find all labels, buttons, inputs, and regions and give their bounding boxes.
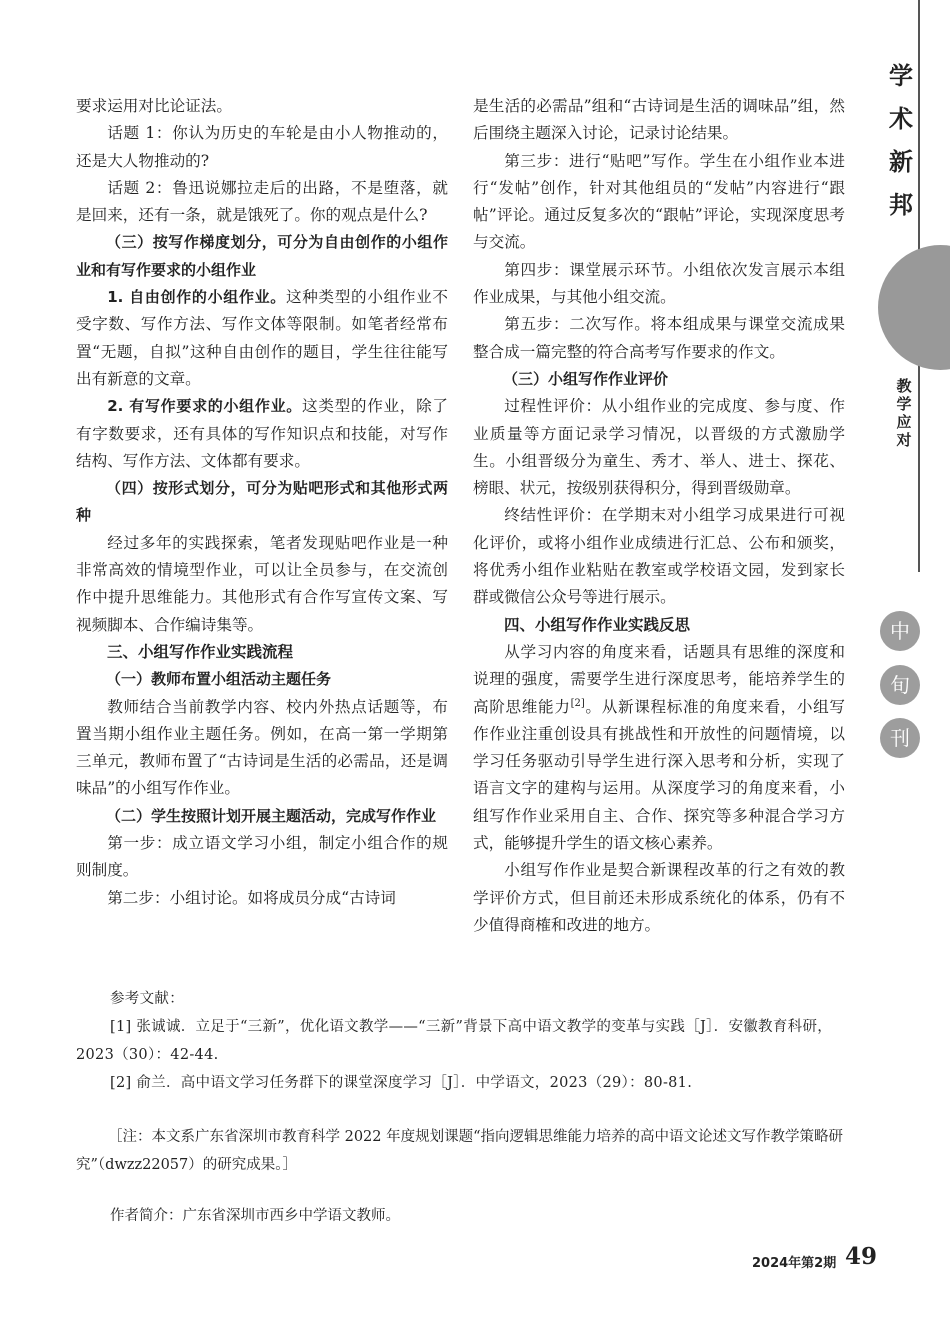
paragraph	[473, 639, 845, 857]
journal-badge: 中	[880, 611, 920, 651]
paragraph-body: 。从新课程标准的角度来看，小组写作作业注重创设具有挑战性和开放性的问题情境，以学习任务驱动引导学生进行深入思考和分析，实现了语言文字的建构与运用。从深度学习的角度来看，小组写作作业采用自主、合作、探究等多种混合学习方式，能够提升学生的语文核心素养。	[473, 697, 845, 853]
paragraph: 要求运用对比论证法。	[76, 97, 232, 115]
paragraph: 话题 1：你认为历史的车轮是由小人物推动的，还是大人物推动的?	[76, 124, 448, 170]
reference-item: [1] 张诚诚．立足于“三新”，优化语文教学——“三新”背景下高中语文教学的变革与实践［J］．安徽教育科研，2023（30）：42-44.	[76, 1019, 833, 1063]
references	[76, 985, 846, 1097]
paragraph-lead: 1. 自由创作的小组作业。	[107, 288, 286, 307]
paragraph: 小组写作作业是契合新课程改革的行之有效的教学评价方式，但目前还未形成系统化的体系，仍有不少值得商榷和改进的地方。	[473, 861, 845, 934]
paragraph	[76, 284, 448, 393]
right-column	[473, 93, 845, 939]
paragraph: 教师结合当前教学内容、校内外热点话题等，布置当期小组作业主题任务。例如，在高一第一学期第三单元，教师布置了“古诗词是生活的必需品，还是调味品”的小组写作作业。	[76, 697, 448, 798]
section-heading: （四）按形式划分，可分为贴吧形式和其他形式两种	[76, 479, 448, 525]
paragraph: 是生活的必需品”组和“古诗词是生活的调味品”组，然后围绕主题深入讨论，记录讨论结果。	[473, 97, 845, 143]
paragraph: 经过多年的实践探索，笔者发现贴吧作业是一种非常高效的情境型作业，可以让全员参与，在交流创作中提升思维能力。其他形式有合作写宣传文案、写视频脚本、合作编诗集等。	[76, 533, 448, 634]
decorative-disc	[878, 245, 950, 370]
section-heading: （三）按写作梯度划分，可分为自由创作的小组作业和有写作要求的小组作业	[76, 233, 448, 279]
paragraph: 第一步：成立语文学习小组，制定小组合作的规则制度。	[76, 834, 448, 880]
citation-marker: [2]	[570, 697, 585, 709]
paragraph: 第三步：进行“贴吧”写作。学生在小组作业本进行“发帖”创作，针对其他组员的“发帖”内容进行“跟帖”评论。通过反复多次的“跟帖”评论，实现深度思考与交流。	[473, 151, 845, 252]
issue-label: 2024年第2期	[752, 1256, 837, 1271]
paragraph: 过程性评价：从小组作业的完成度、参与度、作业质量等方面记录学习情况，以晋级的方式激励学生。小组晋级分为童生、秀才、举人、进士、探花、榜眼、状元，按级别获得积分，得到晋级勋章。	[473, 397, 845, 498]
paragraph: 第二步：小组讨论。如将成员分成“古诗词	[107, 888, 396, 907]
paragraph-body: 这种类型的小组作业不受字数、写作方法、写作文体等限制。如笔者经常布置“无题，自拟”这种自由创作的题目，学生往往能写出有新意的文章。	[76, 288, 448, 388]
page-number: 49	[845, 1243, 878, 1270]
section-title: 学术新邦	[889, 62, 913, 219]
reference-item: [2] 俞兰．高中语文学习任务群下的课堂深度学习［J］．中学语文，2023（29）：80-81.	[110, 1075, 693, 1091]
chapter-heading: 四、小组写作作业实践反思	[504, 615, 691, 634]
paragraph: 第五步：二次写作。将本组成果与课堂交流成果整合成一篇完整的符合高考写作要求的作文。	[473, 315, 845, 361]
author-bio: 作者简介：广东省深圳市西乡中学语文教师。	[110, 1208, 400, 1224]
paragraph: 话题 2：鲁迅说娜拉走后的出路，不是堕落，就是回来，还有一条，就是饿死了。你的观点是什么?	[76, 178, 448, 225]
journal-badge: 刊	[880, 718, 920, 758]
section-heading: （三）小组写作作业评价	[503, 369, 669, 388]
journal-badge: 旬	[880, 665, 920, 705]
funding-note	[76, 1123, 848, 1179]
paragraph-body: 从学习内容的角度来看，话题具有思维的深度和说理的强度，需要学生进行深度思考，能培养学生的高阶思维能力	[473, 642, 845, 716]
chapter-heading: 三、小组写作作业实践流程	[107, 642, 294, 661]
paragraph-lead: 2. 有写作要求的小组作业。	[107, 397, 303, 416]
paragraph: 第四步：课堂展示环节。小组依次发言展示本组作业成果，与其他小组交流。	[473, 260, 845, 307]
section-heading: （二）学生按照计划开展主题活动，完成写作作业	[106, 806, 437, 825]
paragraph: 终结性评价：在学期末对小组学习成果进行可视化评价，或将小组作业成绩进行汇总、公布和颁奖，将优秀小组作业粘贴在教室或学校语文园，发到家长群或微信公众号等进行展示。	[473, 506, 845, 607]
paragraph-body: 这类型的作业，除了有字数要求，还有具体的写作知识点和技能，对写作结构、写作方法、文体都有要求。	[76, 397, 448, 470]
section-heading: （一）教师布置小组活动主题任务	[106, 670, 332, 689]
subsection-label: 教学应对	[896, 377, 912, 449]
paragraph	[76, 393, 448, 475]
left-column	[76, 93, 448, 912]
references-title: 参考文献：	[110, 991, 184, 1007]
funding-note-text: ［注：本文系广东省深圳市教育科学 2022 年度规划课题“指向逻辑思维能力培养的高中语文论述文写作教学策略研究”（dwzz22057）的研究成果。］	[76, 1129, 844, 1173]
